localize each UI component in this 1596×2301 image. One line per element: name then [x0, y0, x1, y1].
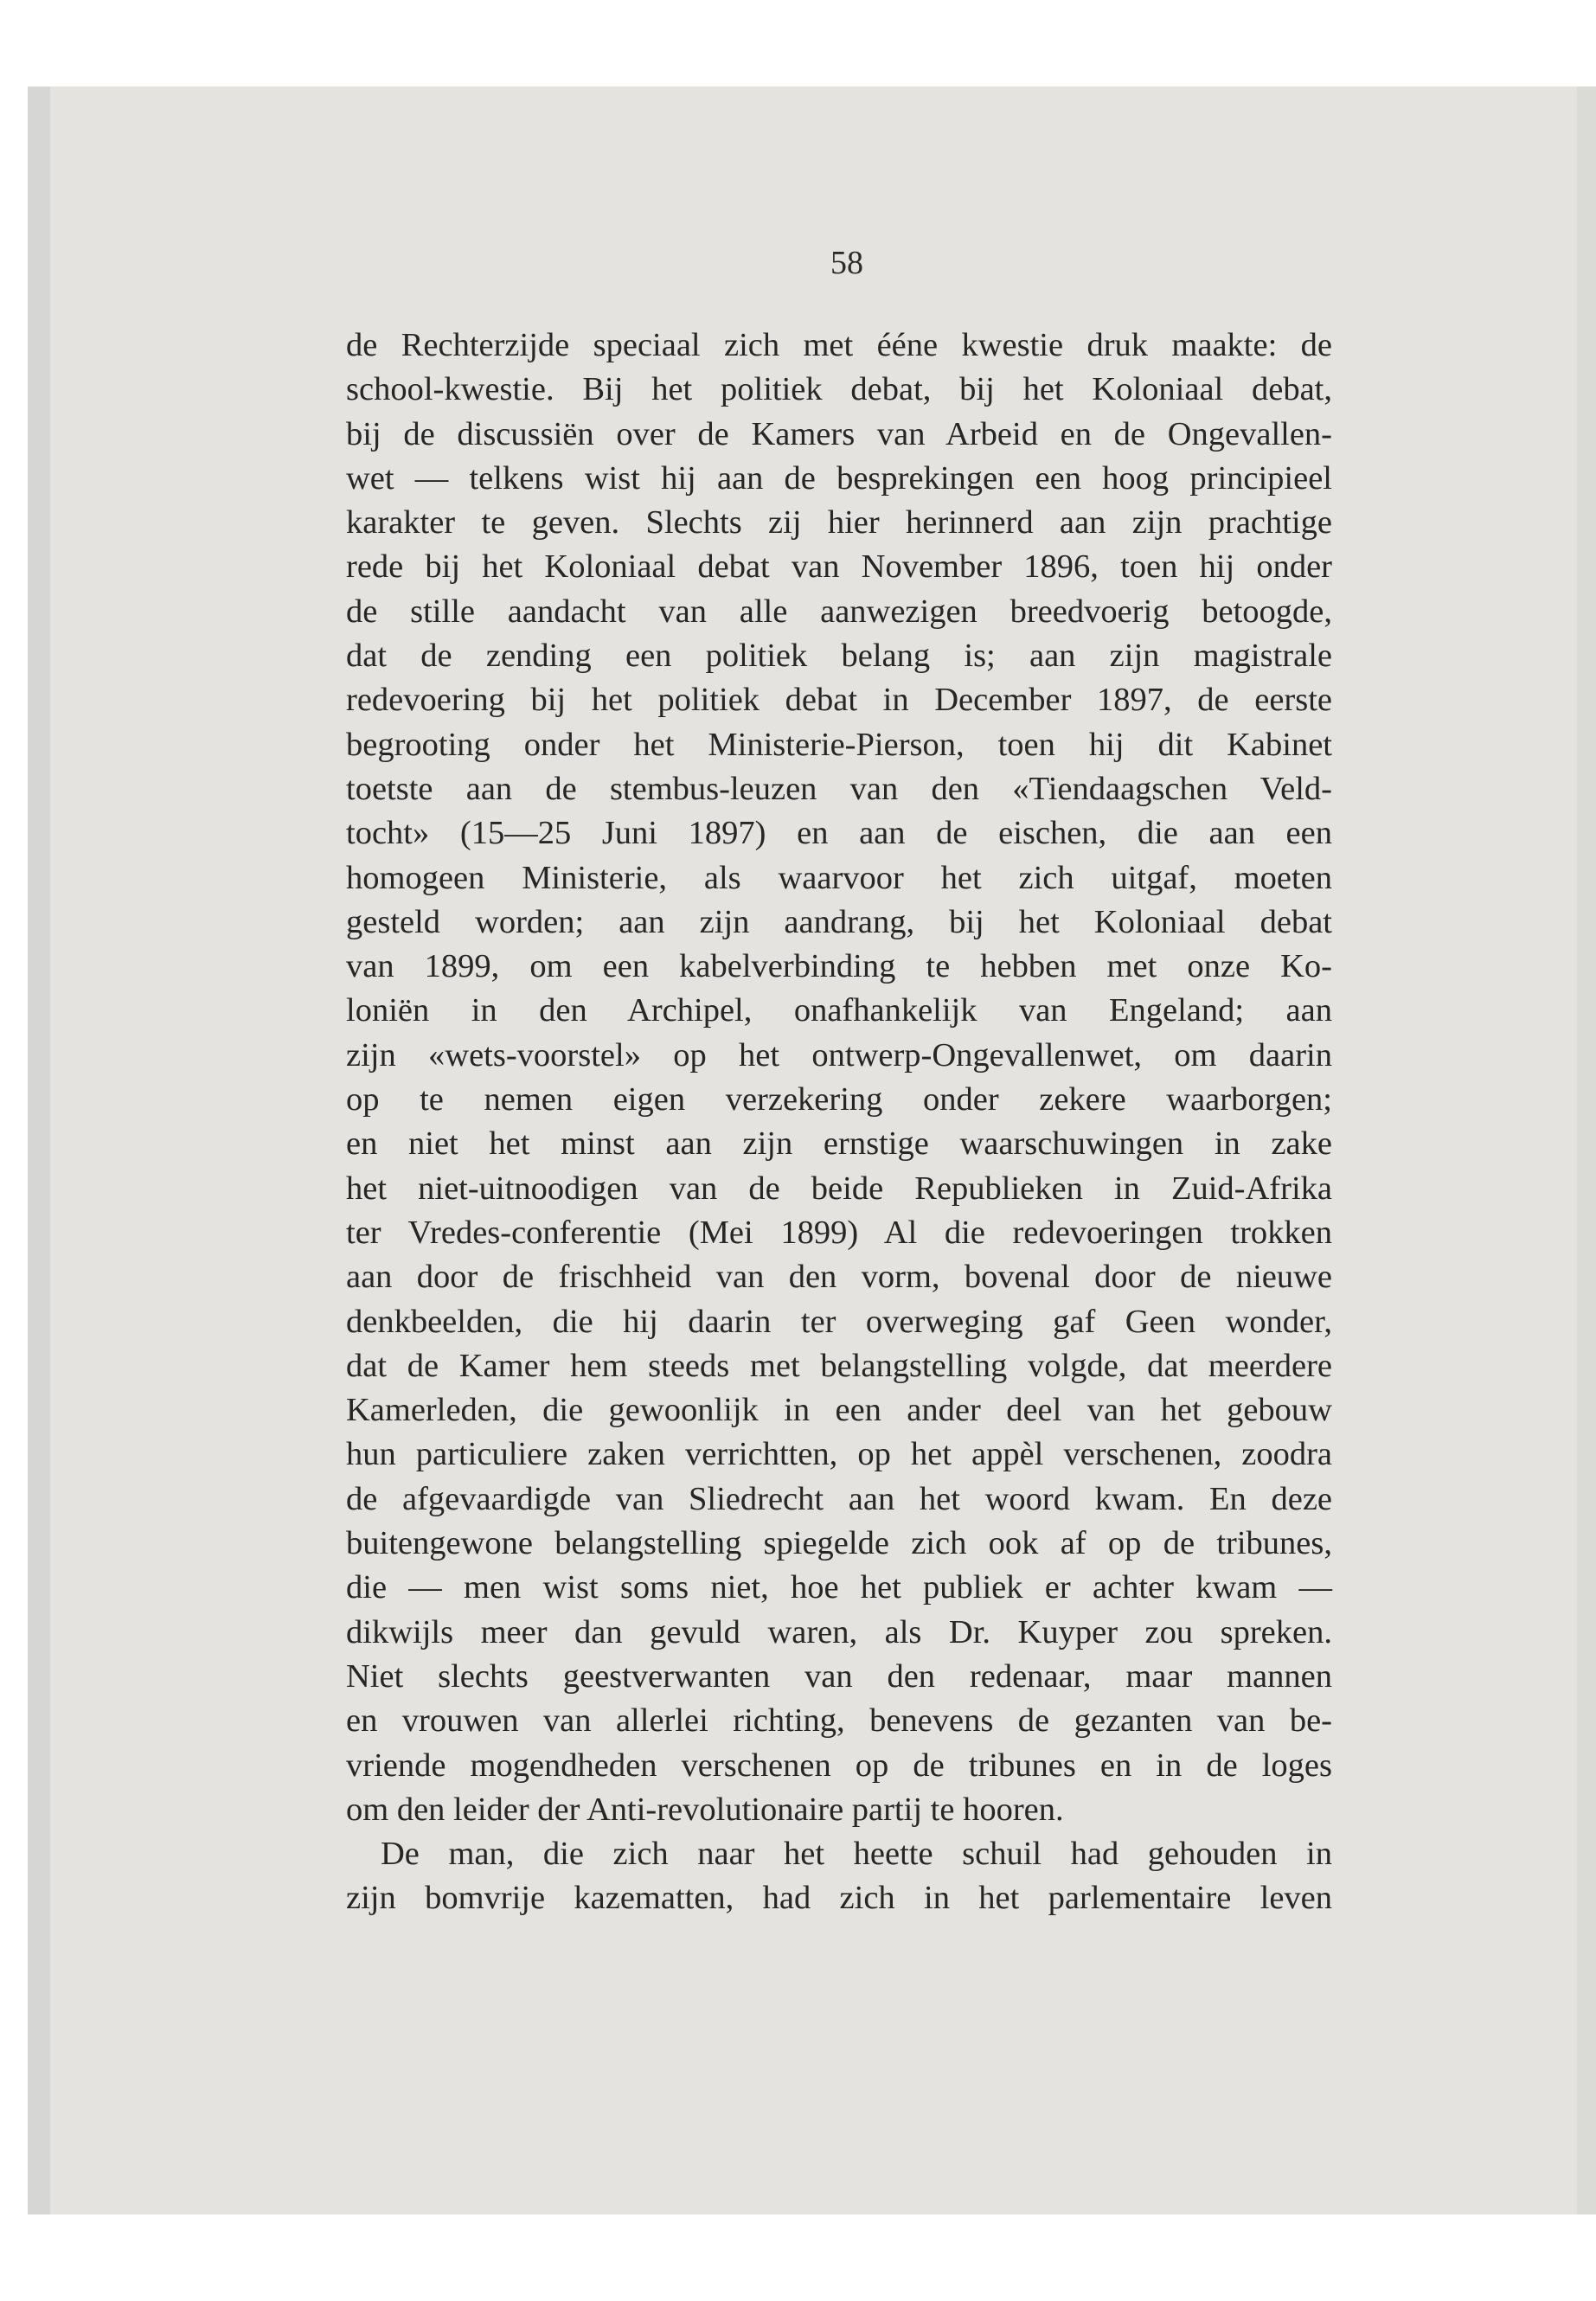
text-line: zijn bomvrije kazematten, had zich in het parlementaire leven	[346, 1880, 1332, 1917]
text-line: om den leider der Anti-revolutionaire partij te hooren.	[346, 1791, 1064, 1828]
text-line: rede bij het Koloniaal debat van November 1896, toen hij onder	[346, 548, 1332, 586]
text-line: bij de discussiën over de Kamers van Arbeid en de Ongevallen-	[346, 415, 1332, 452]
text-line: gesteld worden; aan zijn aandrang, bij het Koloniaal debat	[346, 903, 1332, 940]
text-line: die — men wist soms niet, hoe het publiek er achter kwam —	[346, 1569, 1332, 1606]
text-line: redevoering bij het politiek debat in December 1897, de eerste	[346, 682, 1332, 719]
text-line: zijn «wets-voorstel» op het ontwerp-Ongevallenwet, om daarin	[346, 1036, 1332, 1074]
text-line: wet — telkens wist hij aan de besprekingen een hoog principieel	[346, 459, 1332, 497]
body-text	[346, 324, 1332, 1921]
text-line: buitengewone belangstelling spiegelde zich ook af op de tribunes,	[346, 1525, 1332, 1562]
text-line: begrooting onder het Ministerie-Pierson, toen hij dit Kabinet	[346, 726, 1332, 763]
page-edge	[1577, 87, 1596, 2214]
text-line: Niet slechts geestverwanten van den redenaar, maar mannen	[346, 1657, 1332, 1695]
text-line: karakter te geven. Slechts zij hier herinnerd aan zijn prachtige	[346, 504, 1332, 542]
text-line: toetste aan de stembus-leuzen van den «Tiendaagschen Veld-	[346, 770, 1332, 807]
text-line: op te nemen eigen verzekering onder zekere waarborgen;	[346, 1081, 1332, 1118]
text-line: hun particuliere zaken verrichtten, op het appèl verschenen, zoodra	[346, 1436, 1332, 1473]
text-line: en vrouwen van allerlei richting, benevens de gezanten van be-	[346, 1702, 1332, 1740]
text-line: De man, die zich naar het heette schuil had gehouden in	[381, 1836, 1332, 1873]
text-line: Kamerleden, die gewoonlijk in een ander deel van het gebouw	[346, 1392, 1332, 1429]
text-line: de Rechterzijde speciaal zich met ééne kwestie druk maakte: de	[346, 327, 1332, 363]
text-line: het niet-uitnoodigen van de beide Republieken in Zuid-Afrika	[346, 1170, 1332, 1207]
text-line: dat de Kamer hem steeds met belangstelling volgde, dat meerdere	[346, 1347, 1332, 1384]
text-line: tocht» (15—25 Juni 1897) en aan de eischen, die aan een	[346, 815, 1332, 852]
page-number: 58	[830, 245, 863, 281]
text-line: homogeen Ministerie, als waarvoor het zich uitgaf, moeten	[346, 859, 1332, 896]
text-line: vriende mogendheden verschenen op de tribunes en in de loges	[346, 1747, 1332, 1784]
text-line: denkbeelden, die hij daarin ter overweging gaf Geen wonder,	[346, 1303, 1332, 1340]
text-line: dat de zending een politiek belang is; aan zijn magistrale	[346, 638, 1332, 675]
text-line: de afgevaardigde van Sliedrecht aan het woord kwam. En deze	[346, 1480, 1332, 1517]
text-line: aan door de frischheid van den vorm, bovenal door de nieuwe	[346, 1259, 1332, 1296]
text-line: van 1899, om een kabelverbinding te hebben met onze Ko-	[346, 948, 1332, 985]
text-line: de stille aandacht van alle aanwezigen breedvoerig betoogde,	[346, 593, 1332, 630]
text-line: school-kwestie. Bij het politiek debat, bij het Koloniaal debat,	[346, 371, 1332, 408]
text-line: ter Vredes-conferentie (Mei 1899) Al die redevoeringen trokken	[346, 1214, 1332, 1251]
text-line: dikwijls meer dan gevuld waren, als Dr. Kuyper zou spreken.	[346, 1613, 1332, 1650]
text-line: en niet het minst aan zijn ernstige waarschuwingen in zake	[346, 1125, 1332, 1163]
text-line: loniën in den Archipel, onafhankelijk van Engeland; aan	[346, 992, 1332, 1029]
